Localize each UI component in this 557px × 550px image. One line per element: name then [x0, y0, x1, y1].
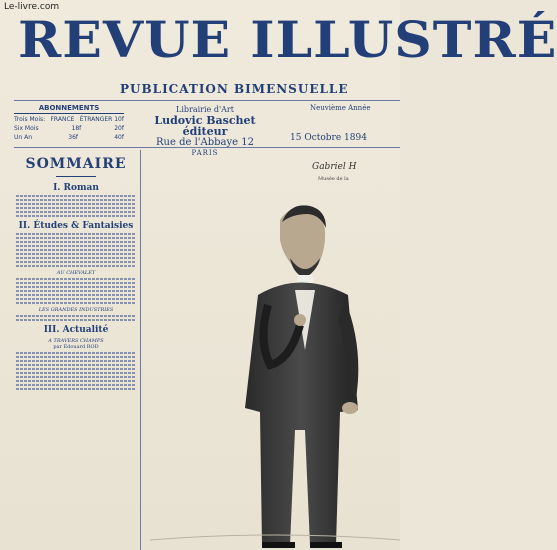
masthead-title: REVUE ILLUSTRÉ — [18, 11, 557, 70]
sommaire-heading: SOMMAIRE — [25, 156, 127, 172]
subscription-etranger: 40f — [114, 134, 124, 141]
publisher-line4: PARIS — [191, 149, 219, 157]
subscription-etranger: ÉTRANGER 10f — [79, 116, 124, 123]
subscription-label: Trois Mois: — [14, 116, 46, 123]
subscription-etranger: 20f — [114, 125, 124, 132]
man-figure — [245, 205, 358, 545]
section-title: III. Actualité — [43, 325, 109, 335]
subscription-row — [14, 124, 124, 133]
top-rule — [14, 100, 400, 101]
text-block — [16, 315, 136, 321]
publisher-line3: Rue de l'Abbaye 12 — [156, 137, 254, 148]
sommaire-divider — [56, 176, 96, 177]
publisher-line2: Ludovic Baschet éditeur — [154, 114, 256, 138]
section-title: I. Roman — [53, 183, 99, 193]
issue-date: 15 Octobre 1894 — [290, 133, 367, 143]
text-block — [16, 195, 136, 217]
watermark-text: Le-livre.com — [4, 2, 60, 12]
subscription-box — [14, 104, 124, 142]
subscription-france: 36f — [68, 134, 78, 141]
masthead-subtitle: PUBLICATION BIMENSUELLE — [120, 82, 349, 96]
column-divider — [140, 150, 141, 550]
subscription-heading: ABONNEMENTS — [14, 104, 124, 114]
item-author: par Édouard ROD — [53, 344, 99, 350]
item-title: A TRAVERS CHAMPS — [48, 338, 104, 344]
subscription-label: Un An — [14, 134, 33, 141]
text-block — [16, 352, 136, 390]
text-block — [16, 278, 136, 304]
item-title: LES GRANDES INDUSTRIES — [38, 307, 114, 313]
portrait-caption: Gabriel H — [312, 162, 357, 172]
portrait-caption-sub: Musée de la — [318, 176, 349, 182]
item-title: AU CHEVALET — [56, 270, 96, 276]
issue-number: Neuvième Année — [310, 104, 371, 112]
subscription-france: 18f — [71, 125, 82, 132]
text-block — [16, 233, 136, 267]
subscription-label: Six Mois — [14, 125, 39, 132]
section-title: II. Études & Fantaisies — [18, 221, 134, 231]
subscription-row — [14, 133, 124, 142]
publisher-line1: Librairie d'Art — [176, 105, 234, 114]
subscription-france: FRANCE — [50, 116, 75, 123]
middle-rule — [14, 147, 400, 148]
subscription-row — [14, 115, 124, 124]
portrait-illustration — [150, 150, 400, 550]
sommaire-column — [14, 150, 138, 392]
